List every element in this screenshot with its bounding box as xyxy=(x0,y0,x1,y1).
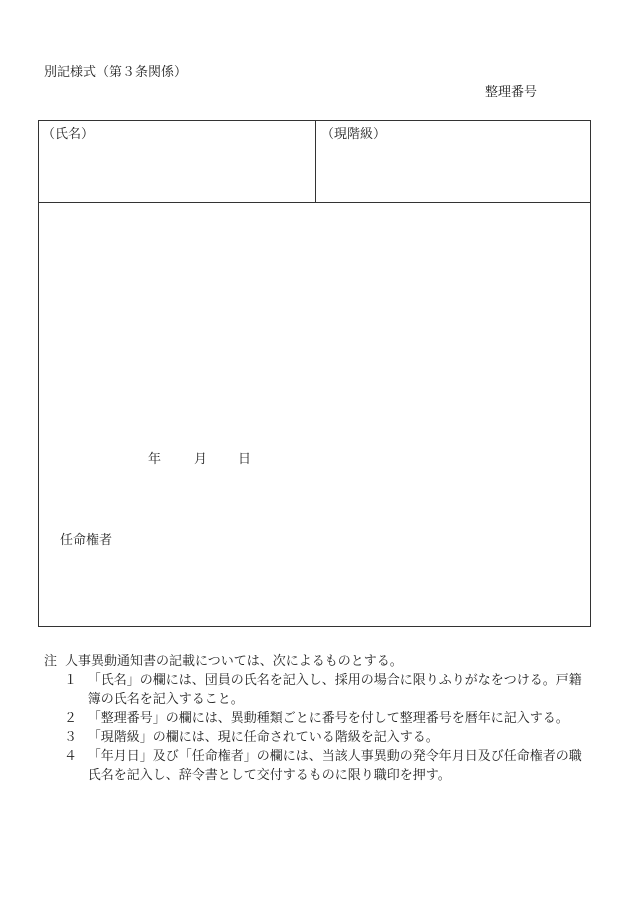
appointer-label: 任命権者 xyxy=(60,533,113,548)
form-title: 別記様式（第３条関係） xyxy=(44,65,188,80)
note-item xyxy=(60,747,594,785)
date-year-label: 年 xyxy=(148,452,162,467)
note-number: １ xyxy=(64,673,78,688)
notes-mark: 注 xyxy=(44,654,58,669)
notes-header xyxy=(44,652,594,671)
date-month-label: 月 xyxy=(194,452,208,467)
note-text: 「整理番号」の欄には、異動種類ごとに番号を付して整理番号を暦年に記入する。 xyxy=(87,711,569,726)
name-field[interactable] xyxy=(39,121,316,202)
form-header-row xyxy=(39,121,590,203)
note-text: 「現階級」の欄には、現に任命されている階級を記入する。 xyxy=(87,730,439,745)
date-day-label: 日 xyxy=(238,452,252,467)
note-number: ４ xyxy=(64,749,78,764)
note-item xyxy=(60,728,594,747)
note-number: ３ xyxy=(64,730,78,745)
current-rank-label: （現階級） xyxy=(321,127,387,142)
reference-number-label: 整理番号 xyxy=(485,85,538,100)
notes-section xyxy=(44,652,594,785)
note-text: 「氏名」の欄には、団員の氏名を記入し、採用の場合に限りふりがなをつける。戸籍簿の氏名を記入すること。 xyxy=(87,673,582,707)
note-text: 「年月日」及び「任命権者」の欄には、当該人事異動の発令年月日及び任命権者の職氏名を記入し、辞令書として交付するものに限り職印を押す。 xyxy=(87,749,582,783)
note-item xyxy=(60,671,594,709)
notice-form xyxy=(38,120,591,627)
note-number: ２ xyxy=(64,711,78,726)
name-label: （氏名） xyxy=(42,127,95,142)
notes-intro: 人事異動通知書の記載については、次によるものとする。 xyxy=(65,654,403,669)
note-item xyxy=(60,709,594,728)
